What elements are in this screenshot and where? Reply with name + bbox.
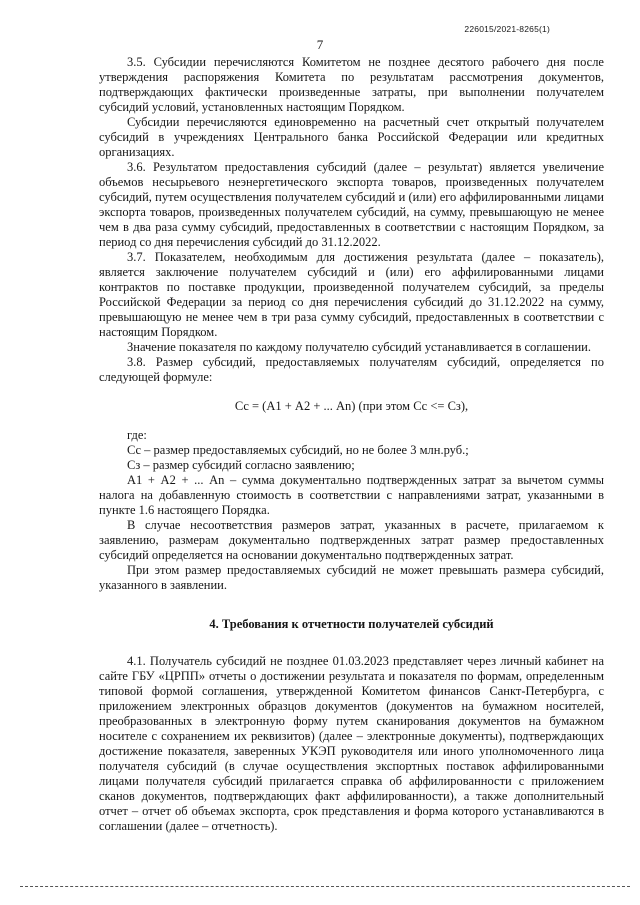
formula-def-cz: Сз – размер субсидий согласно заявлению; <box>127 458 355 472</box>
page-bottom-line <box>20 886 630 887</box>
paragraph-4-1: 4.1. Получатель субсидий не позднее 01.03.2023 представляет через личный кабинет на сайте ГБУ «ЦРПП» отчеты о достижении результата и показателя по формам, определенным типовой формой соглашения, утвержденной Комитетом финансов Санкт-Петербурга, с приложением электронных образцов документов (документов на бумажном носителей, преобразованных в электронную форму путем сканирования документов на бумажном носителе с сохранением их реквизитов) (далее – электронные документы), подтверждающих достижение показателя, заверенных УКЭП руководителя или иного уполномоченного лица получателя субсидий (в случае осуществления экспортных поставок аффилированными лицами получателя субсидий прилагается справка об аффилированности с приложением сканов документов, подтверждающих факт аффилированности), а также дополнительный отчет – отчет об объемах экспорта, срок представления и форма которого устанавливаются в соглашении (далее – отчетность). <box>99 654 604 833</box>
paragraph-indicator-value: Значение показателя по каждому получателю субсидий устанавливается в соглашении. <box>127 340 591 354</box>
page-number: 7 <box>316 37 324 52</box>
formula-where: где: <box>127 428 147 442</box>
document-body <box>99 55 604 834</box>
formula-def-cc: Сс – размер предоставляемых субсидий, но не более 3 млн.руб.; <box>127 443 469 457</box>
paragraph-3-6: 3.6. Результатом предоставления субсидий (далее – результат) является увеличение объемов несырьевого неэнергетического экспорта товаров, произведенных получателем субсидий, путем осуществления получателем субсидий и (или) его аффилированными лицами экспорта товаров, произведенных получателем субсидий, на сумму, превышающую не менее чем в два раза сумму субсидий, предоставленных в соответствии с настоящим Порядком, за период со дня перечисления субсидий до 31.12.2022. <box>99 160 604 249</box>
document-number: 226015/2021-8265(1) <box>464 24 550 34</box>
paragraph-mismatch: В случае несоответствия размеров затрат, указанных в расчете, прилагаемом к заявлению, размерам документально подтвержденных затрат размер предоставленных субсидий определяется на основании документально подтвержденных затрат. <box>99 518 604 562</box>
paragraph-limit: При этом размер предоставляемых субсидий не может превышать размера субсидий, указанного в заявлении. <box>99 563 604 592</box>
formula-def-a: А1 + А2 + ... Аn – сумма документально подтвержденных затрат за вычетом суммы налога на добавленную стоимость в соответствии с направлениями затрат, указанными в пункте 1.6 настоящего Порядка. <box>99 473 604 517</box>
paragraph-3-5: 3.5. Субсидии перечисляются Комитетом не позднее десятого рабочего дня после утверждения распоряжения Комитета по результатам рассмотрения документов, подтверждающих фактически произведенные затраты, при выполнении получателем субсидий условий, установленных настоящим Порядком. <box>99 55 604 114</box>
subsidy-formula: Сс = (А1 + А2 + ... Аn) (при этом Сс <= Сз), <box>234 399 469 413</box>
section-title: 4. Требования к отчетности получателей субсидий <box>209 617 494 631</box>
paragraph-3-7: 3.7. Показателем, необходимым для достижения результата (далее – показатель), является заключение получателем субсидий и (или) его аффилированными лицами контрактов по поставке продукции, произведенной получателем субсидий, за пределы Российской Федерации за период со дня перечисления субсидий до 31.12.2022 на сумму, превышающую не менее чем в три раза сумму субсидий, предоставленных в соответствии с настоящим Порядком. <box>99 250 604 339</box>
paragraph-transfer: Субсидии перечисляются единовременно на расчетный счет открытый получателем субсидий в учреждениях Центрального банка Российской Федерации или кредитных организациях. <box>99 115 604 159</box>
paragraph-3-8: 3.8. Размер субсидий, предоставляемых получателям субсидий, определяется по следующей формуле: <box>99 355 604 384</box>
